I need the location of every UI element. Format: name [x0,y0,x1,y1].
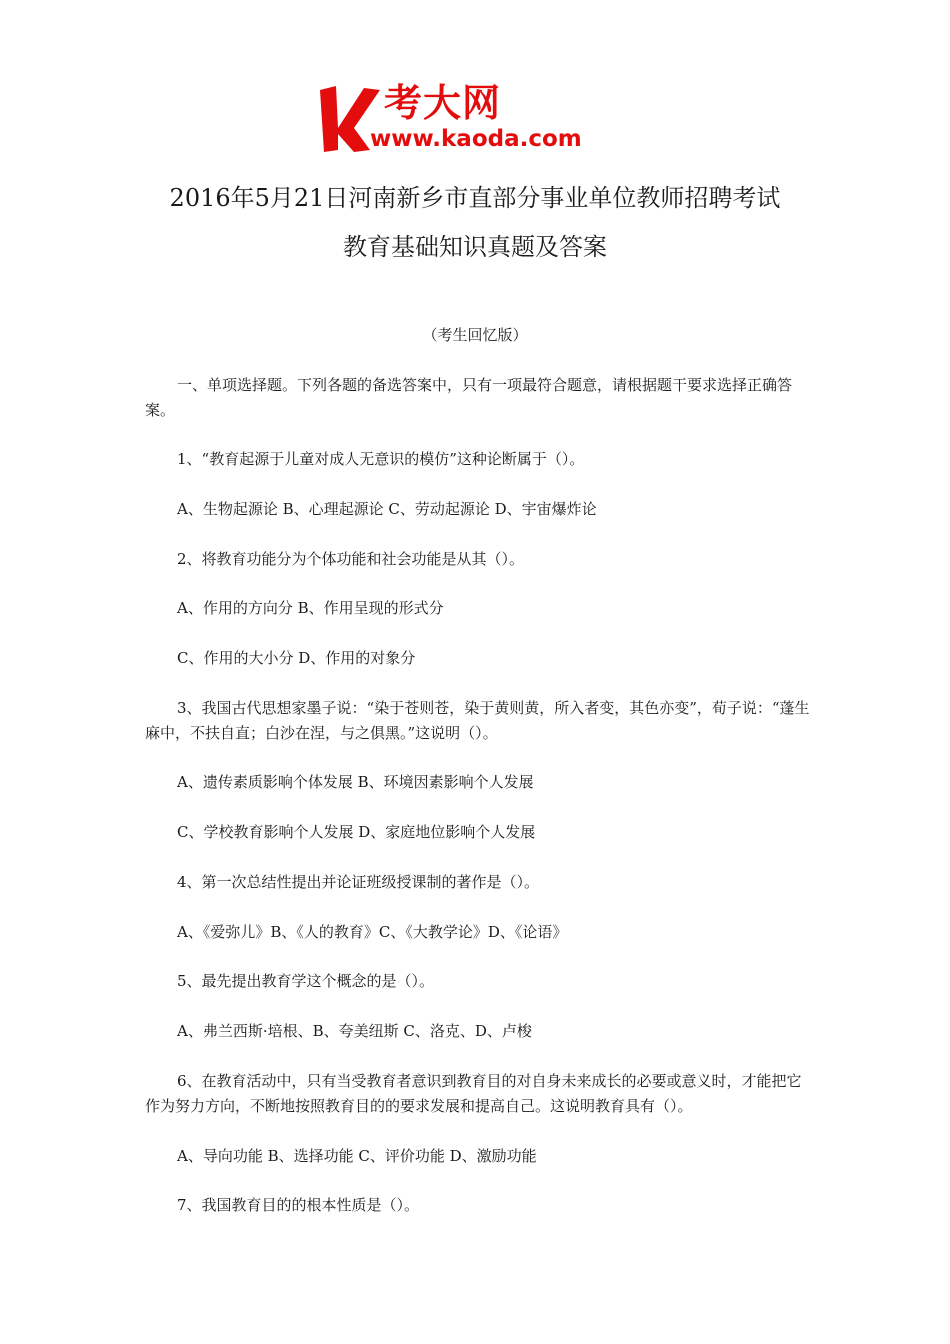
question-2-options-c-d: C、作用的大小分 D、作用的对象分 [177,649,416,667]
question-5-options: A、弗兰西斯·培根、B、夸美纽斯 C、洛克、D、卢梭 [177,1022,532,1040]
question-2: 2、将教育功能分为个体功能和社会功能是从其（）。 [177,550,525,568]
question-7: 7、我国教育目的的根本性质是（）。 [177,1196,420,1214]
question-4-options: A、《爱弥儿》B、《人的教育》C、《大教学论》D、《论语》 [177,923,568,941]
question-6: 6、在教育活动中，只有当受教育者意识到教育目的对自身未来成长的必要或意义时，才能把它作为努力方向，不断地按照教育目的的要求发展和提高自己。这说明教育具有（）。 [145,1072,802,1115]
document-title-line-1: 2016年5月21日河南新乡市直部分事业单位教师招聘考试 [169,184,781,212]
question-6-options: A、导向功能 B、选择功能 C、评价功能 D、激励功能 [177,1147,537,1165]
section-heading: 一、单项选择题。下列各题的备选答案中，只有一项最符合题意，请根据题干要求选择正确答案。 [145,376,793,419]
question-3-options-a-b: A、遗传素质影响个体发展 B、环境因素影响个人发展 [177,773,534,791]
question-1-options: A、生物起源论 B、心理起源论 C、劳动起源论 D、宇宙爆炸论 [177,500,597,518]
logo-brand-name: 考大网 [384,81,502,125]
question-4: 4、第一次总结性提出并论证班级授课制的著作是（）。 [177,873,540,891]
question-5: 5、最先提出教育学这个概念的是（）。 [177,972,435,990]
question-2-options-a-b: A、作用的方向分 B、作用呈现的形式分 [177,599,444,617]
document-subtitle: （考生回忆版） [422,326,528,344]
question-3: 3、我国古代思想家墨子说：“染于苍则苍，染于黄则黄，所入者变，其色亦变”，荀子说：“蓬生麻中，不扶自直；白沙在涅，与之俱黑。”这说明（）。 [145,699,810,742]
kaoda-logo[interactable] [318,80,638,160]
question-3-options-c-d: C、学校教育影响个人发展 D、家庭地位影响个人发展 [177,823,536,841]
logo-url: www.kaoda.com [370,126,582,152]
document-title-line-2: 教育基础知识真题及答案 [343,233,607,261]
question-1: 1、“教育起源于儿童对成人无意识的模仿”这种论断属于（）。 [177,450,585,468]
